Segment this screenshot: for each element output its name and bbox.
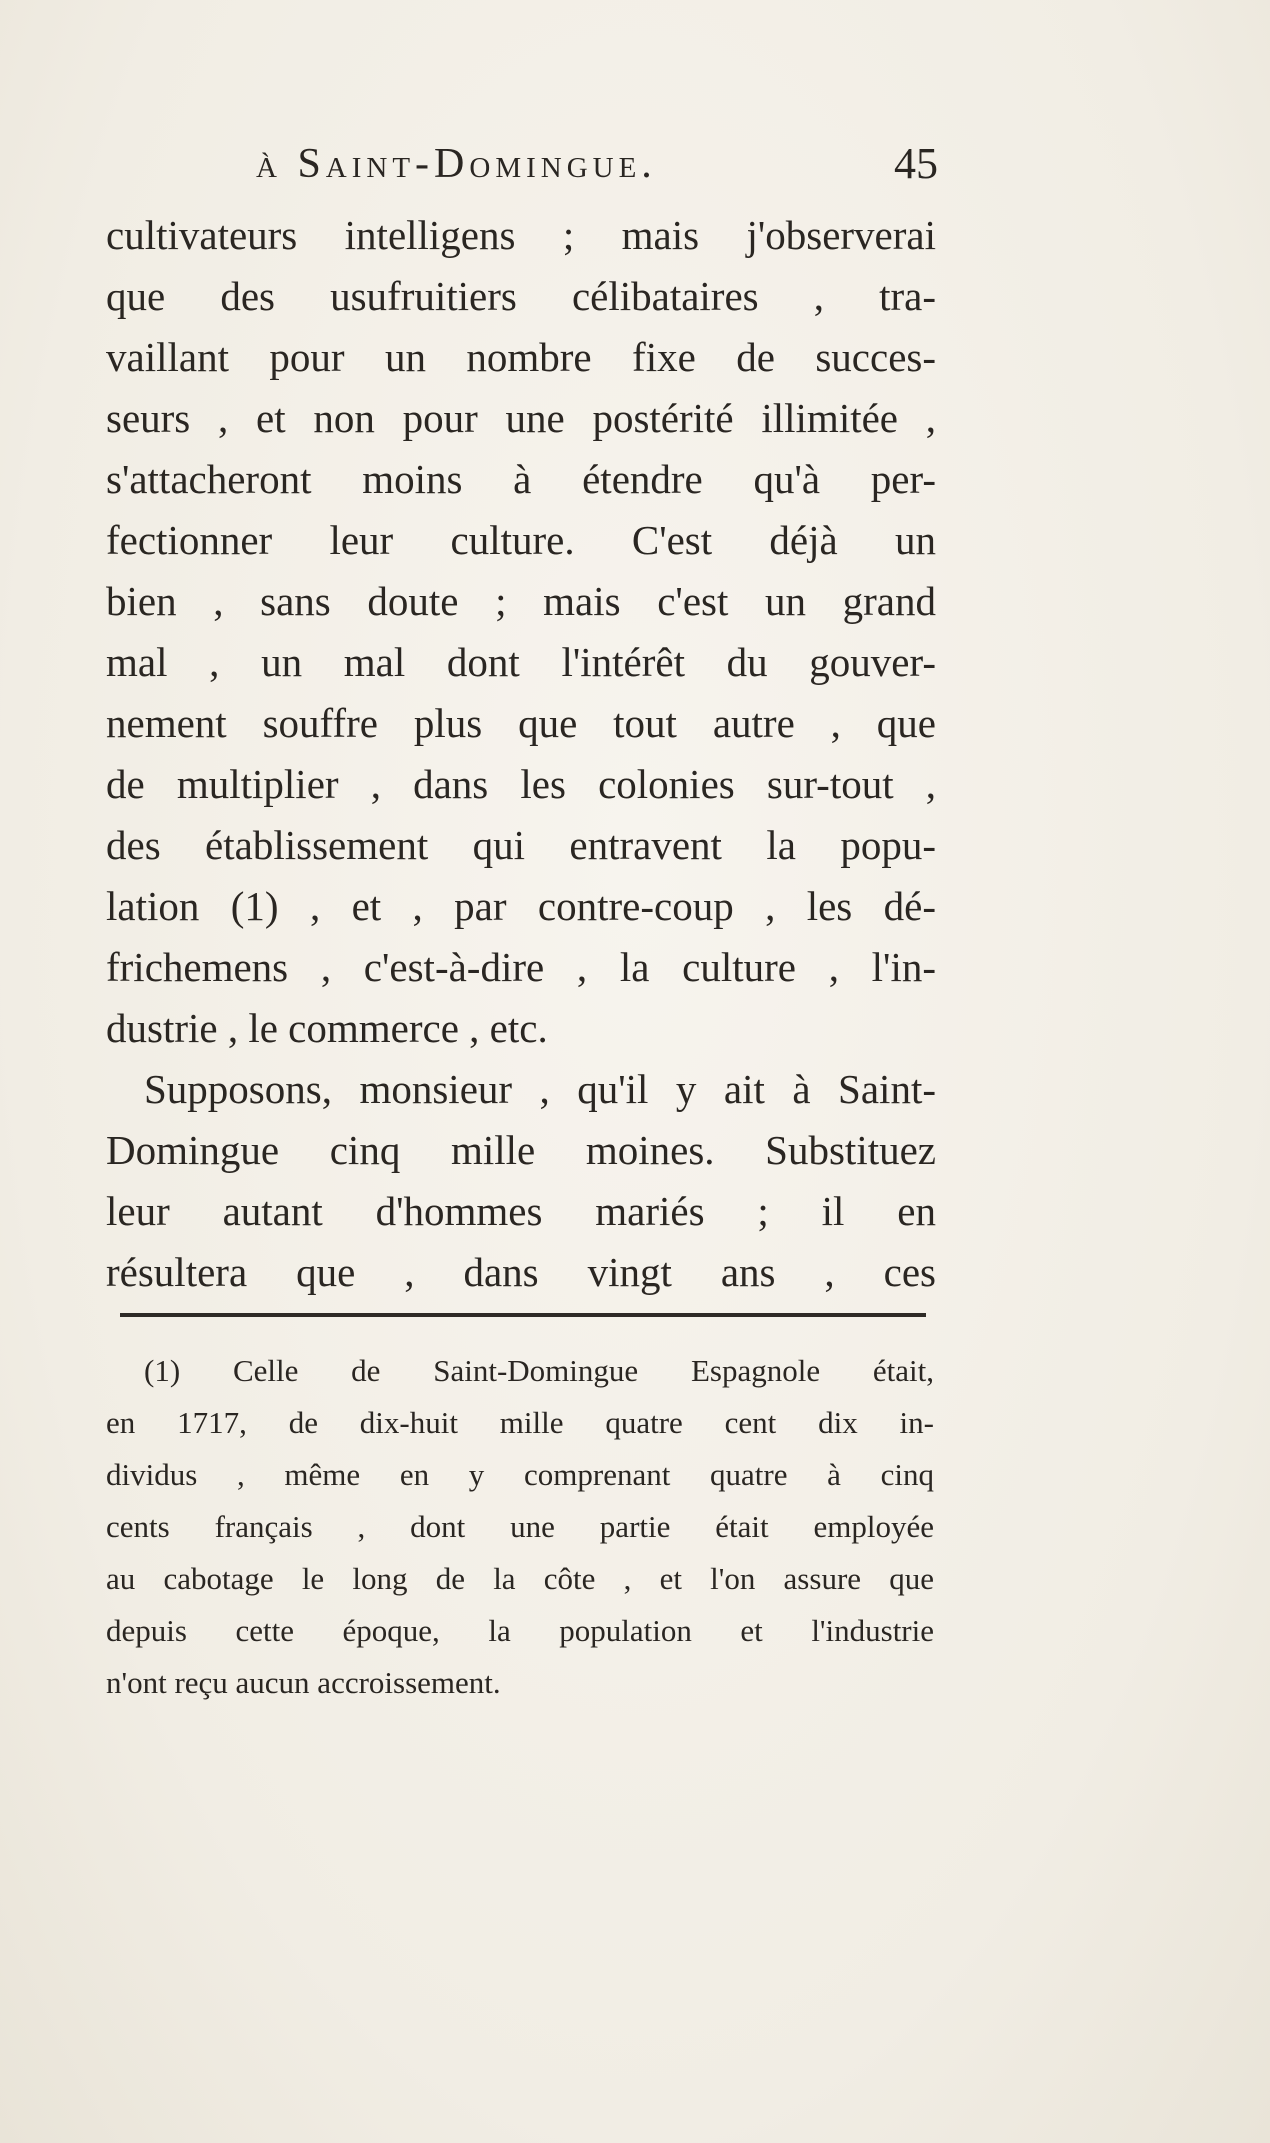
text-line: bien , sans doute ; mais c'est un grand [106, 578, 936, 624]
footnote-divider [120, 1313, 926, 1317]
text-line: des établissement qui entravent la popu- [106, 822, 936, 868]
text-line: cultivateurs intelligens ; mais j'observerai [106, 212, 936, 258]
footnote-line: depuis cette époque, la population et l'industrie [106, 1613, 934, 1648]
text-line: dustrie , le commerce , etc. [106, 1005, 548, 1051]
footnote-line: cents français , dont une partie était employée [106, 1509, 934, 1544]
page-number: 45 [894, 139, 938, 188]
text-line: vaillant pour un nombre fixe de succes- [106, 334, 936, 380]
text-line: résultera que , dans vingt ans , ces [106, 1249, 936, 1295]
text-line: que des usufruitiers célibataires , tra- [106, 273, 936, 319]
footnote-line: n'ont reçu aucun accroissement. [106, 1665, 501, 1700]
footnote [106, 1345, 934, 1709]
text-line: de multiplier , dans les colonies sur-tout , [106, 761, 936, 807]
footnote-line: (1) Celle de Saint-Domingue Espagnole était, [144, 1353, 934, 1388]
text-line: seurs , et non pour une postérité illimitée , [106, 395, 936, 441]
text-line: frichemens , c'est-à-dire , la culture , l'in- [106, 944, 936, 990]
text-line: Domingue cinq mille moines. Substituez [106, 1127, 936, 1173]
text-line: leur autant d'hommes mariés ; il en [106, 1188, 936, 1234]
footnote-line: dividus , même en y comprenant quatre à cinq [106, 1457, 934, 1492]
text-line: mal , un mal dont l'intérêt du gouver- [106, 639, 936, 685]
paragraph-start-line: Supposons, monsieur , qu'il y ait à Saint- [144, 1066, 936, 1112]
body-text [106, 205, 936, 1303]
text-line: nement souffre plus que tout autre , que [106, 700, 936, 746]
text-line: fectionner leur culture. C'est déjà un [106, 517, 936, 563]
page-header [108, 138, 938, 198]
running-head: à Saint-Domingue. [256, 141, 657, 187]
text-line: s'attacheront moins à étendre qu'à per- [106, 456, 936, 502]
text-line: lation (1) , et , par contre-coup , les dé- [106, 883, 936, 929]
footnote-line: en 1717, de dix-huit mille quatre cent dix in- [106, 1405, 934, 1440]
footnote-line: au cabotage le long de la côte , et l'on assure que [106, 1561, 934, 1596]
